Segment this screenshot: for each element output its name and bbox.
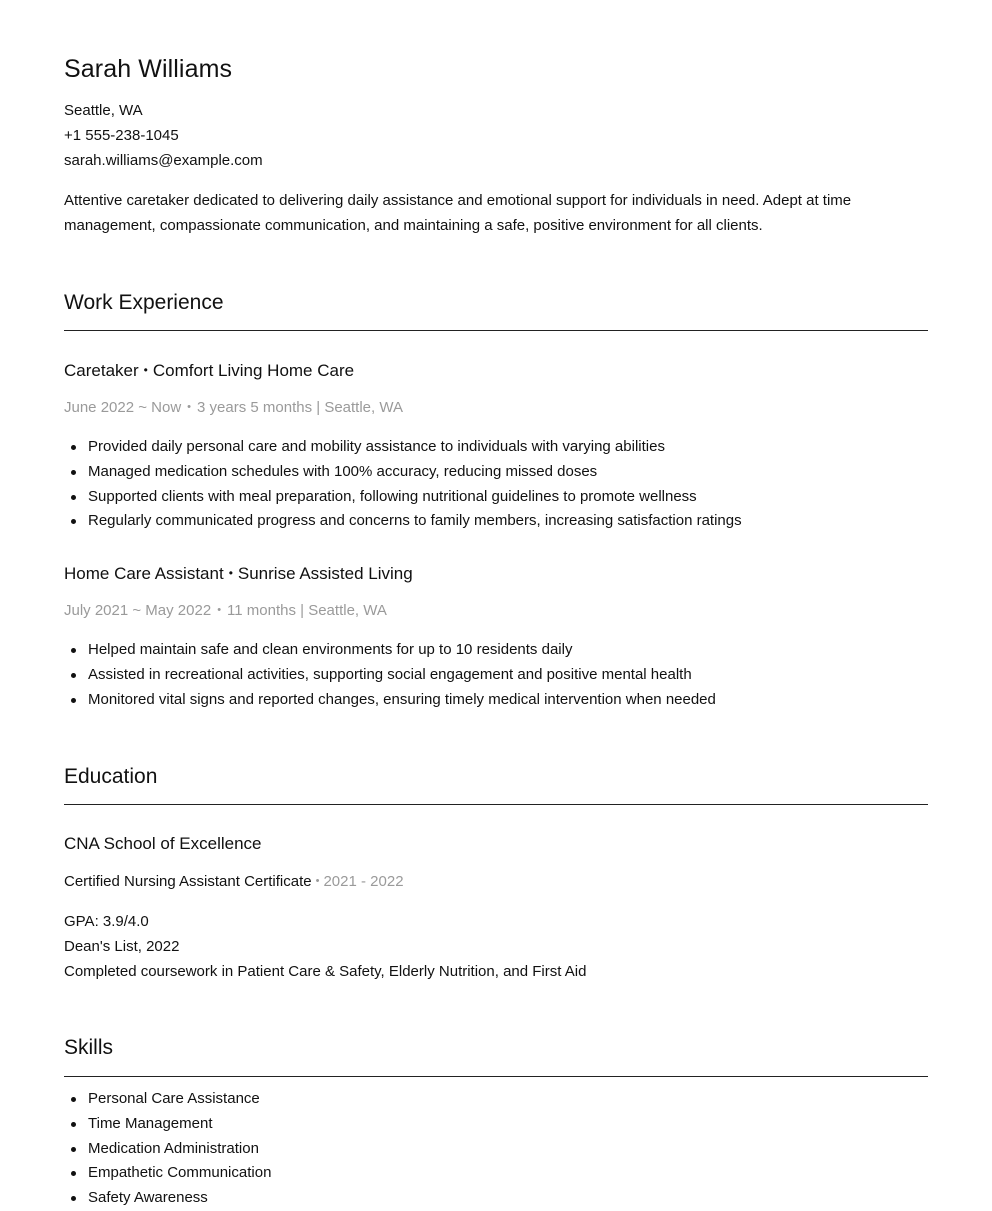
job-title-1 bbox=[64, 358, 354, 383]
education-details bbox=[64, 909, 586, 984]
separator-dot: • bbox=[217, 604, 222, 616]
education-program bbox=[64, 870, 404, 893]
skill-item: Personal Care Assistance bbox=[64, 1087, 271, 1112]
list-item: Managed medication schedules with 100% accuracy, reducing missed doses bbox=[64, 460, 742, 485]
summary-text: Attentive caretaker dedicated to delivering daily assistance and emotional support for individuals in need. Adept at time management, compassionate communication, and maintaining a safe, positive environment for all clients. bbox=[64, 192, 852, 234]
skill-item: Empathetic Communication bbox=[64, 1161, 271, 1186]
list-item: Monitored vital signs and reported changes, ensuring timely medical intervention when needed bbox=[64, 688, 716, 713]
skills-list bbox=[64, 1087, 271, 1211]
list-item: Assisted in recreational activities, supporting social engagement and positive mental health bbox=[64, 663, 716, 688]
job-dates: July 2021 ~ May 2022 bbox=[64, 602, 212, 619]
program-name: Certified Nursing Assistant Certificate bbox=[64, 873, 312, 890]
separator-dot: • bbox=[187, 401, 192, 413]
list-item: Supported clients with meal preparation, following nutritional guidelines to promote wellness bbox=[64, 485, 742, 510]
job-meta-1 bbox=[64, 396, 403, 419]
job-bullets-2 bbox=[64, 638, 716, 712]
education-coursework: Completed coursework in Patient Care & Safety, Elderly Nutrition, and First Aid bbox=[64, 963, 587, 980]
contact-info bbox=[64, 98, 263, 173]
job-role: Home Care Assistant bbox=[64, 564, 224, 583]
job-title-2 bbox=[64, 561, 413, 586]
job-duration-location: 11 months | Seattle, WA bbox=[227, 602, 387, 619]
education-honor: Dean's List, 2022 bbox=[64, 938, 180, 955]
skills-heading: Skills bbox=[64, 1036, 114, 1059]
education-gpa: GPA: 3.9/4.0 bbox=[64, 913, 149, 930]
job-duration-location: 3 years 5 months | Seattle, WA bbox=[197, 399, 403, 416]
job-dates: June 2022 ~ Now bbox=[64, 399, 182, 416]
phone-text: +1 555-238-1045 bbox=[64, 127, 179, 144]
job-company: Sunrise Assisted Living bbox=[237, 564, 413, 583]
email-text: sarah.williams@example.com bbox=[64, 152, 263, 169]
separator-dot: • bbox=[143, 363, 148, 377]
separator-dot: • bbox=[228, 566, 233, 580]
school-name: CNA School of Excellence bbox=[64, 834, 262, 853]
section-divider bbox=[64, 330, 928, 331]
work-experience-heading: Work Experience bbox=[64, 291, 224, 314]
job-bullets-1 bbox=[64, 435, 742, 534]
education-years: 2021 - 2022 bbox=[323, 873, 404, 890]
list-item: Provided daily personal care and mobility assistance to individuals with varying abilities bbox=[64, 435, 742, 460]
skill-item: Safety Awareness bbox=[64, 1186, 271, 1211]
list-item: Helped maintain safe and clean environments for up to 10 residents daily bbox=[64, 638, 716, 663]
job-company: Comfort Living Home Care bbox=[152, 361, 355, 380]
candidate-name: Sarah Williams bbox=[64, 55, 233, 83]
section-divider bbox=[64, 1076, 928, 1077]
skill-item: Time Management bbox=[64, 1112, 271, 1137]
location-text: Seattle, WA bbox=[64, 102, 143, 119]
education-heading: Education bbox=[64, 765, 158, 788]
list-item: Regularly communicated progress and concerns to family members, increasing satisfaction ratings bbox=[64, 509, 742, 534]
job-role: Caretaker bbox=[64, 361, 139, 380]
section-divider bbox=[64, 804, 928, 805]
skill-item: Medication Administration bbox=[64, 1137, 271, 1162]
separator-dot: • bbox=[315, 875, 320, 887]
job-meta-2 bbox=[64, 599, 387, 622]
